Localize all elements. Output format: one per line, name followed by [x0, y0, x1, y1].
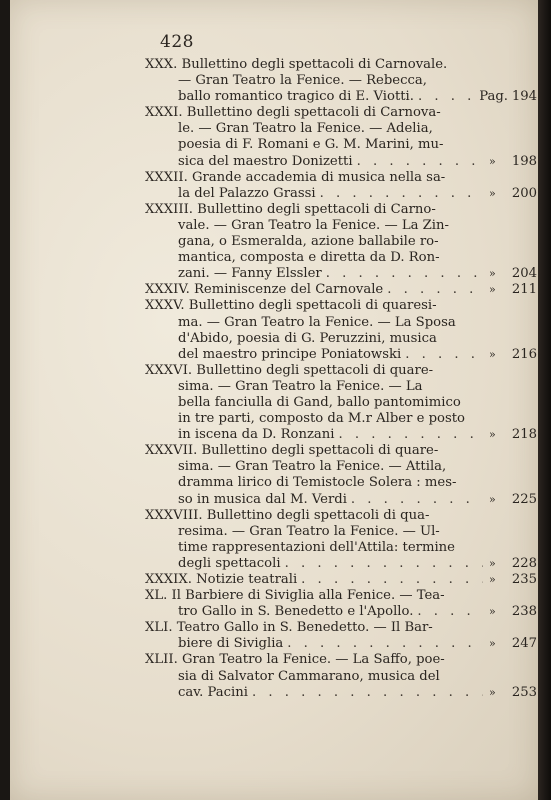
toc-page-number: 216 [511, 346, 537, 362]
toc-entry-last-line [145, 685, 537, 701]
dot-leader [322, 266, 483, 282]
toc-page-number: 200 [511, 185, 537, 201]
toc-page-number: 198 [511, 153, 537, 169]
toc-entry [145, 363, 537, 443]
toc-entry [145, 282, 537, 298]
toc-entry [145, 170, 537, 202]
toc-entry [145, 620, 537, 652]
toc-entry-last-line [145, 492, 537, 508]
toc-entry-line: time rappresentazioni dell'Attila: termine [178, 539, 455, 555]
toc-entry-line: in tre parti, composto da M.r Alber e posto [178, 411, 465, 427]
toc-page-number: 218 [511, 427, 537, 443]
toc-entry-last-line [145, 154, 537, 170]
ditto-mark: » [489, 428, 496, 442]
toc-entry-text: XXXIX. Notizie teatrali [145, 572, 298, 587]
toc-entry-text: ballo romantico tragico di E. Viotti. [178, 89, 414, 105]
toc-entry-text: la del Palazzo Grassi [178, 185, 316, 201]
toc-entry-last-line [145, 556, 537, 572]
toc-entry-line: XXXIII. Bullettino degli spettacoli di Carno- [145, 201, 436, 217]
toc-entry-line: sima. — Gran Teatro la Fenice. — La [178, 378, 423, 394]
toc-entry-last-line [145, 282, 537, 298]
toc-entry-last-line [145, 266, 537, 282]
toc-entry-text: del maestro principe Poniatowski [178, 346, 402, 362]
toc-entry-text: sica del maestro Donizetti [178, 153, 353, 169]
toc-entry-line: gana, o Esmeralda, azione ballabile ro- [178, 234, 439, 250]
ditto-mark: » [489, 283, 496, 297]
toc-entry-text: so in musica dal M. Verdi [178, 491, 347, 507]
toc-entry-text: tro Gallo in S. Benedetto e l'Apollo. [178, 604, 414, 620]
toc-entry [145, 105, 537, 169]
dot-leader [383, 282, 483, 298]
dot-leader [413, 604, 483, 620]
toc-entry-last-line [145, 572, 537, 588]
ditto-mark: » [489, 347, 496, 361]
dot-leader [353, 154, 483, 170]
toc-entry-line: — Gran Teatro la Fenice. — Rebecca, [178, 73, 427, 89]
page-edge-shadow [538, 0, 551, 800]
toc-entry-text: cav. Pacini [178, 684, 248, 700]
ditto-mark: » [489, 605, 496, 619]
toc-entry [145, 508, 537, 572]
toc-entry [145, 298, 537, 362]
dot-leader [283, 636, 483, 652]
toc-entry-line: sia di Salvator Cammarano, musica del [178, 668, 440, 684]
ditto-mark: » [489, 186, 496, 200]
toc-page-number: 194 [511, 89, 537, 105]
ditto-mark: » [489, 685, 496, 699]
dot-leader [335, 427, 484, 443]
toc-entry-line: XLI. Teatro Gallo in S. Benedetto. — Il Bar- [145, 620, 433, 636]
toc-entry-line: d'Abido, poesia di G. Peruzzini, musica [178, 330, 437, 346]
toc-entry [145, 57, 537, 105]
toc-entry-text: degli spettacoli [178, 555, 281, 571]
toc-entry-line: ma. — Gran Teatro la Fenice. — La Sposa [178, 314, 456, 330]
book-page [10, 0, 538, 800]
toc-entry-line: poesia di F. Romani e G. M. Marini, mu- [178, 137, 444, 153]
dot-leader [401, 347, 483, 363]
dot-leader [297, 572, 483, 588]
toc-entry [145, 443, 537, 507]
toc-entry-line: XXXV. Bullettino degli spettacoli di quaresi- [145, 298, 437, 314]
toc-entry-line: dramma lirico di Temistocle Solera : mes- [178, 475, 457, 491]
ditto-mark: » [489, 573, 496, 586]
toc-entry-line: XXXVI. Bullettino degli spettacoli di quare- [145, 362, 434, 378]
dot-leader [316, 186, 483, 202]
ditto-mark: » [489, 154, 496, 168]
toc-page-number: 228 [511, 555, 537, 571]
dot-leader [248, 685, 483, 701]
toc-page-number: 253 [511, 684, 537, 700]
toc-entry-line: vale. — Gran Teatro la Fenice. — La Zin- [178, 217, 449, 233]
toc-entry-line: sima. — Gran Teatro la Fenice. — Attila, [178, 459, 447, 475]
toc-entry-line: mantica, composta e diretta da D. Ron- [178, 250, 440, 266]
toc-page-number: 235 [511, 572, 537, 587]
page-number: 428 [160, 32, 194, 52]
toc-entry-line: resima. — Gran Teatro la Fenice. — Ul- [178, 523, 440, 539]
dot-leader [414, 89, 473, 105]
toc-entry-text: biere di Siviglia [178, 636, 284, 652]
toc-entry-last-line [145, 347, 537, 363]
toc-page-number: 211 [511, 282, 537, 298]
toc-entry [145, 202, 537, 282]
ditto-mark: » [489, 556, 496, 570]
toc-entry-line: bella fanciulla di Gand, ballo pantomimico [178, 394, 461, 410]
toc-entry-text: in iscena da D. Ronzani [178, 427, 335, 443]
toc-entry-last-line [145, 89, 537, 105]
toc-entry [145, 652, 537, 700]
toc-entry-last-line [145, 636, 537, 652]
toc-page-number: 238 [511, 604, 537, 620]
toc-entry-last-line [145, 604, 537, 620]
toc-entry-last-line [145, 427, 537, 443]
toc-entry-line: XXX. Bullettino degli spettacoli di Carnovale. [145, 57, 448, 72]
toc-entry-line: XLII. Gran Teatro la Fenice. — La Saffo, poe- [145, 652, 445, 668]
ditto-mark: » [489, 637, 496, 651]
toc-page-number: 204 [511, 266, 537, 282]
toc-entry [145, 588, 537, 620]
page-label: Pag. [479, 89, 508, 105]
toc-entry-line: XXXVIII. Bullettino degli spettacoli di qua- [145, 507, 430, 523]
toc-page-number: 225 [511, 491, 537, 507]
dot-leader [347, 492, 483, 508]
toc-entry [145, 572, 537, 588]
dot-leader [281, 556, 483, 572]
toc-page-number: 247 [511, 636, 537, 652]
toc-entry-line: le. — Gran Teatro la Fenice. — Adelia, [178, 121, 433, 137]
table-of-contents [145, 57, 537, 701]
toc-entry-line: XXXI. Bullettino degli spettacoli di Carnova- [145, 105, 441, 121]
toc-entry-last-line [145, 186, 537, 202]
toc-entry-line: XXXVII. Bullettino degli spettacoli di quare- [145, 443, 439, 459]
toc-entry-line: XXXII. Grande accademia di musica nella sa- [145, 169, 446, 185]
ditto-mark: » [489, 267, 496, 281]
toc-entry-text: XXXIV. Reminiscenze del Carnovale [145, 282, 384, 298]
toc-entry-line: XL. Il Barbiere di Siviglia alla Fenice. — Tea- [145, 588, 445, 604]
ditto-mark: » [489, 492, 496, 506]
toc-entry-text: zani. — Fanny Elssler [178, 266, 322, 282]
